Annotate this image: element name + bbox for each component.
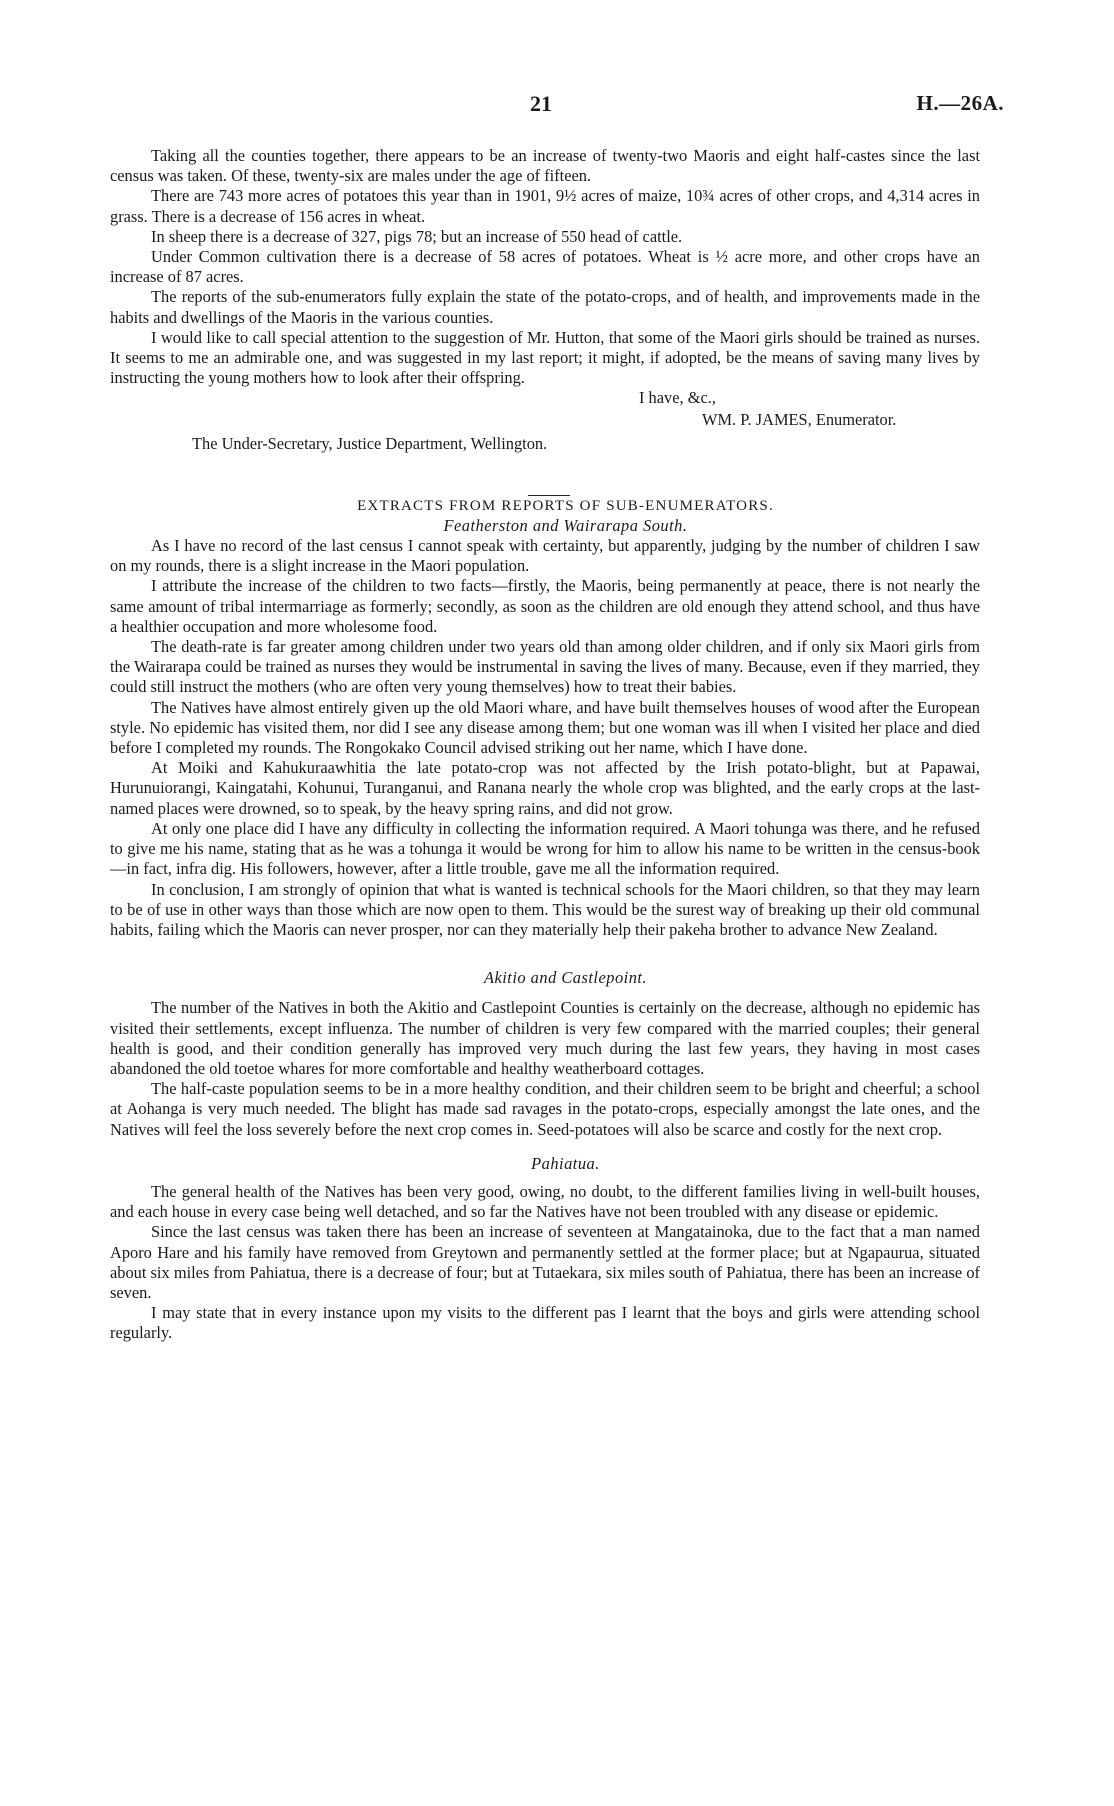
extract-paragraph: As I have no record of the last census I cannot speak with certainty, but apparently, judging by the number of children I saw on my rounds, there is a slight increase in the Maori population. xyxy=(110,536,980,576)
sign-off xyxy=(110,388,980,434)
extract-paragraph: At only one place did I have any difficulty in collecting the information required. A Maori tohunga was there, and he refused to give me his name, stating that as he was a tohunga it would be wrong for him to allow his name to be written in the census-book—in fact, infra dig. His followers, however, after a little trouble, gave me all the information required. xyxy=(110,818,980,879)
report-paragraph: I would like to call special attention to the suggestion of Mr. Hutton, that some of the Maori girls should be trained as nurses. It seems to me an admirable one, and was suggested in my last report; it might, if adopted, be the means of saving many lives by instructing the young mothers how to look after their offspring. xyxy=(110,327,980,388)
extract-paragraph: At Moiki and Kahukuraawhitia the late potato-crop was not affected by the Irish potato-blight, but at Papawai, Hurunuiorangi, Kaingatahi, Kohunui, Turanganui, and Ranana nearly the whole crop was blighted, and the early crops at the last-named places were drowned, so to speak, by the heavy spring rains, and did not grow. xyxy=(110,758,980,818)
document-body xyxy=(110,146,980,1344)
extract-paragraph: I attribute the increase of the children to two facts—firstly, the Maoris, being permanently at peace, there is not nearly the same amount of tribal intermarriage as formerly; secondly, as soon as the children are old enough they attend school, and thus have a healthier occupation and more wholesome food. xyxy=(110,576,980,636)
extracts-heading: EXTRACTS FROM REPORTS OF SUB-ENUMERATORS. xyxy=(357,497,774,514)
page-number: 21 xyxy=(530,91,552,116)
section-title-akitio: Akitio and Castlepoint. xyxy=(483,968,648,988)
document-reference: H.—26A. xyxy=(916,91,1004,115)
section-divider xyxy=(528,495,570,496)
page-header xyxy=(0,91,1114,119)
extract-paragraph: The half-caste population seems to be in a more healthy condition, and their children seem to be bright and cheerful; a school at Aohanga is very much needed. The blight has made sad ravages in the potato-crops, especially amongst the late ones, and the Natives will feel the loss severely before the next crop comes in. Seed-potatoes will also be scarce and costly for the next crop. xyxy=(110,1079,980,1139)
report-paragraph: The reports of the sub-enumerators fully explain the state of the potato-crops, and of health, and improvements made in the habits and dwellings of the Maoris in the various counties. xyxy=(110,287,980,327)
closing-salutation: I have, &c., xyxy=(639,388,716,408)
extract-paragraph: I may state that in every instance upon my visits to the different pas I learnt that the boys and girls were attending school regularly. xyxy=(110,1303,980,1343)
extract-paragraph: The number of the Natives in both the Akitio and Castlepoint Counties is certainly on the decrease, although no epidemic has visited their settlements, except influenza. The number of children is very few compared with the married couples; their general health is good, and their condition generally has improved very much during the last few years, they having in most cases abandoned the old toetoe whares for more comfortable and healthy weatherboard cottages. xyxy=(110,998,980,1078)
report-paragraph: Taking all the counties together, there appears to be an increase of twenty-two Maoris and eight half-castes since the last census was taken. Of these, twenty-six are males under the age of fifteen. xyxy=(110,146,980,186)
section-title-pahiatua: Pahiatua. xyxy=(531,1153,600,1173)
extract-paragraph: In conclusion, I am strongly of opinion that what is wanted is technical schools for the Maori children, so that they may learn to be of use in other ways than those which are now open to them. This would be the surest way of breaking up their old communal habits, failing which the Maoris can never prosper, nor can they materially help their pakeha brother to advance New Zealand. xyxy=(110,879,980,939)
extract-paragraph: The death-rate is far greater among children under two years old than among older children, and if only six Maori girls from the Wairarapa could be trained as nurses they would be instrumental in saving the lives of many. Because, even if they married, they could still instruct the mothers (who are often very young themselves) how to treat their babies. xyxy=(110,637,980,697)
extract-paragraph: Since the last census was taken there has been an increase of seventeen at Mangatainoka, due to the fact that a man named Aporo Hare and his family have removed from Greytown and permanently settled at the former place; but at Ngapaurua, situated about six miles from Pahiatua, there is a decrease of four; but at Tutaekara, six miles south of Pahiatua, there has been an increase of seven. xyxy=(110,1222,980,1302)
report-paragraph: There are 743 more acres of potatoes this year than in 1901, 9½ acres of maize, 10¾ acres of other crops, and 4,314 acres in grass. There is a decrease of 156 acres in wheat. xyxy=(110,186,980,226)
report-paragraph: In sheep there is a decrease of 327, pigs 78; but an increase of 550 head of cattle. xyxy=(151,226,683,246)
section-title-featherston: Featherston and Wairarapa South. xyxy=(443,515,688,535)
report-paragraph: Under Common cultivation there is a decrease of 58 acres of potatoes. Wheat is ½ acre more, and other crops have an increase of 87 acres. xyxy=(110,247,980,287)
signature: WM. P. JAMES, Enumerator. xyxy=(702,410,897,430)
extract-paragraph: The Natives have almost entirely given up the old Maori whare, and have built themselves houses of wood after the European style. No epidemic has visited them, nor did I see any disease among them; but one woman was ill when I visited her place and died before I completed my rounds. The Rongokako Council advised striking out her name, which I have done. xyxy=(110,697,980,758)
recipient: The Under-Secretary, Justice Department, Wellington. xyxy=(192,434,548,454)
extract-paragraph: The general health of the Natives has been very good, owing, no doubt, to the different families living in well-built houses, and each house in every case being well detached, and so far the Natives have not been troubled with any disease or epidemic. xyxy=(110,1181,980,1222)
